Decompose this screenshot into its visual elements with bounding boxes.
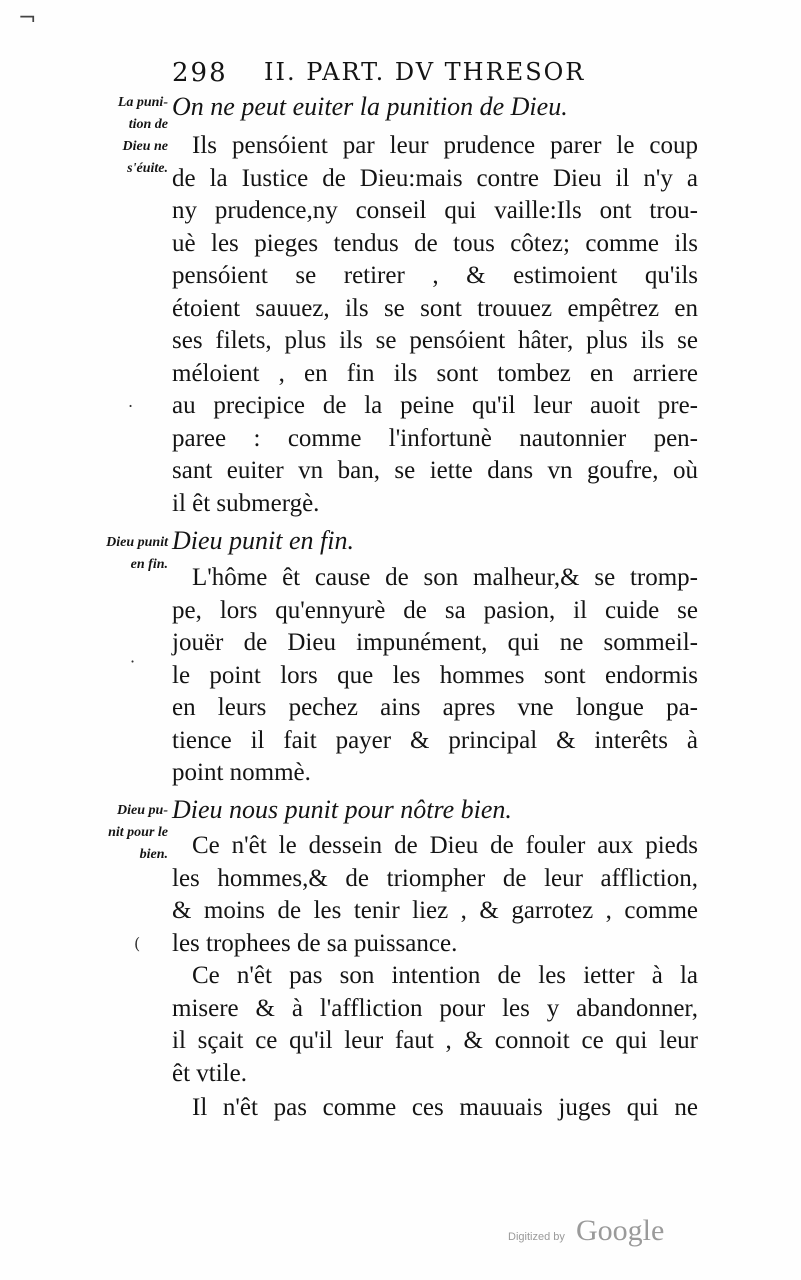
text-line: Il n'êt pas comme ces mauuais juges qui ne: [192, 1094, 698, 1121]
text-line: point nommè.: [172, 759, 311, 786]
text-line: au precipice de la peine qu'il leur auoit pre-: [172, 392, 698, 419]
text-line: misere & à l'affliction pour les y abandonner,: [172, 994, 698, 1022]
paragraph: [172, 130, 698, 520]
marginal-note-line: Dieu ne: [122, 139, 168, 154]
text-line: étoient sauuez, ils se sont trouuez empêtrez en: [172, 294, 698, 322]
text-line: êt vtile.: [172, 1059, 247, 1087]
marginal-note-line: Dieu punit: [106, 535, 168, 550]
text-line: en leurs pechez ains apres vne longue pa-: [172, 694, 698, 721]
text-line: pe, lors qu'ennyurè de sa pasion, il cuide se: [172, 596, 698, 624]
text-line: L'hôme êt cause de son malheur,& se tromp-: [192, 564, 698, 591]
section-title: Dieu punit en fin.: [172, 526, 354, 555]
text-line: de la Iustice de Dieu:mais contre Dieu il n'y a: [172, 164, 698, 192]
text-line: tience il fait payer & principal & interêts à: [172, 726, 698, 754]
marginal-note: [64, 800, 168, 866]
text-line: Ce n'êt le dessein de Dieu de fouler aux pieds: [192, 832, 698, 859]
text-line: & moins de les tenir liez , & garrotez , comme: [172, 897, 698, 924]
marginal-note-line: nit pour le: [108, 825, 168, 840]
text-line: pensóient se retirer , & estimoient qu'ils: [172, 262, 698, 289]
text-line: il êt submergè.: [172, 489, 320, 517]
page-number: 298: [172, 58, 228, 88]
text-line: paree : comme l'infortunè nautonnier pen-: [172, 424, 698, 452]
section-title: Dieu nous punit pour nôtre bien.: [172, 795, 512, 824]
corner-mark: ¬: [18, 6, 37, 31]
running-header: [172, 58, 692, 92]
digitized-by-google-watermark: [508, 1212, 678, 1252]
text-line: sant euiter vn ban, se iette dans vn goufre, où: [172, 457, 698, 484]
text-line: Ils pensóient par leur prudence parer le coup: [192, 132, 698, 159]
marginal-note: [64, 532, 168, 576]
marginal-note-line: La puni-: [117, 95, 168, 110]
text-line: ny prudence,ny conseil qui vaille:Ils ont trou-: [172, 197, 698, 224]
paragraph: [172, 830, 698, 960]
text-line: les trophees de sa puissance.: [172, 929, 458, 957]
google-logo-text: Google: [576, 1214, 665, 1247]
text-line: méloient , en fin ils sont tombez en arriere: [172, 359, 698, 387]
paragraph: [172, 1092, 698, 1125]
text-line: le point lors que les hommes sont endormis: [172, 661, 698, 689]
marginal-note-line: tion de: [128, 117, 168, 132]
marginal-note: [64, 92, 168, 180]
marginal-note-line: s'éuite.: [127, 161, 168, 176]
watermark-small-text: Digitized by: [508, 1231, 565, 1243]
text-line: les hommes,& de triompher de leur affliction,: [172, 864, 698, 892]
marginal-note-line: bien.: [139, 847, 168, 862]
paragraph: [172, 960, 698, 1090]
text-line: jouër de Dieu impunément, qui ne sommeil-: [172, 629, 698, 656]
text-line: il sçait ce qu'il leur faut , & connoit ce qui leur: [172, 1027, 698, 1054]
text-line: uè les pieges tendus de tous côtez; comme ils: [172, 229, 698, 257]
stray-print-mark: ·: [130, 652, 136, 671]
marginal-note-line: Dieu pu-: [117, 803, 168, 818]
marginal-note-line: en fin.: [130, 557, 168, 572]
stray-print-mark: .: [128, 392, 134, 411]
section-title: On ne peut euiter la punition de Dieu.: [172, 92, 568, 121]
text-line: ses filets, plus ils se pensóient hâter, plus ils se: [172, 327, 698, 354]
paragraph: [172, 562, 698, 790]
stray-print-mark: (: [134, 934, 141, 953]
text-line: Ce n'êt pas son intention de les ietter à la: [192, 962, 698, 989]
running-title: II. PART. DV THRESOR: [264, 58, 586, 86]
